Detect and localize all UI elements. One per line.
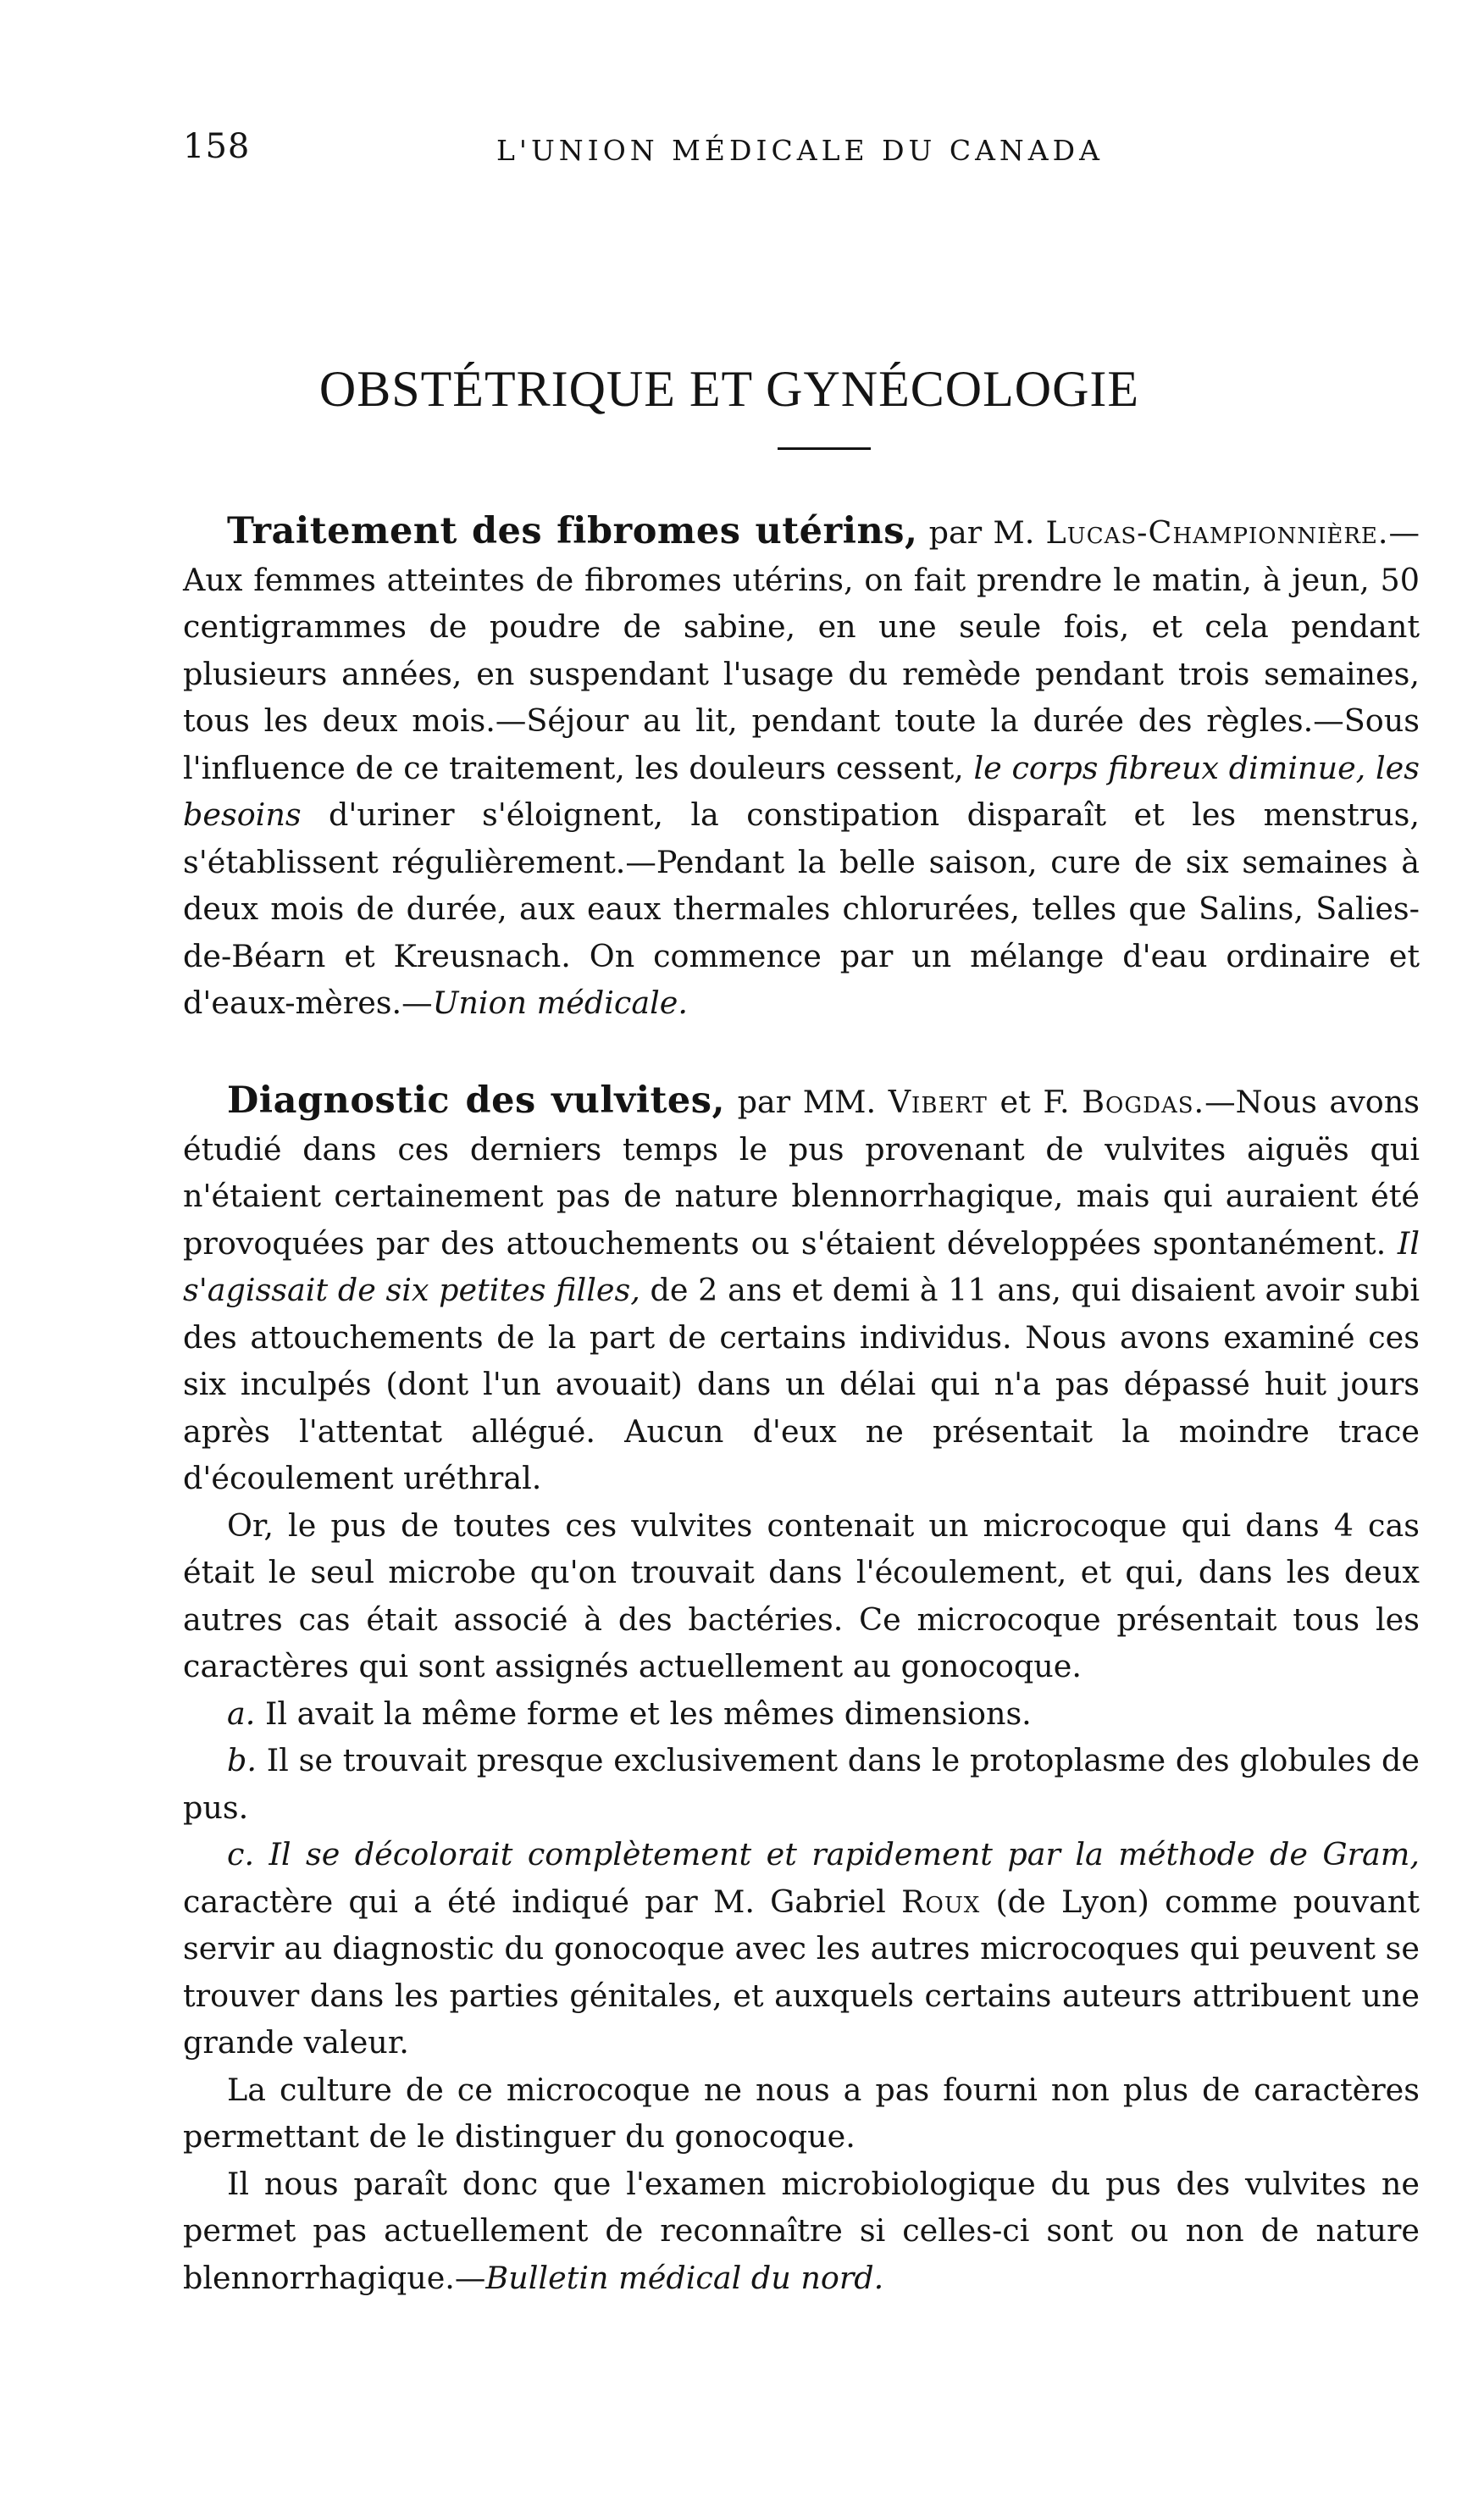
list-text: caractère qui a été indiqué par M. Gabriel: [183, 1883, 886, 1920]
article-source: Union médicale.: [432, 985, 688, 1021]
article-headline: Diagnostic des vulvites,: [227, 1079, 725, 1122]
list-text: Il avait la même forme et les mêmes dimensions.: [264, 1695, 1032, 1732]
section-divider: [778, 447, 871, 450]
byline-mid: et F.: [999, 1084, 1070, 1120]
author-name: Bogdas.: [1082, 1084, 1205, 1120]
article-headline: Traitement des fibromes utérins,: [227, 510, 918, 552]
article-text: —Nous avons étudié dans ces derniers temps le pus provenant de vulvites aiguës qui n'étaient certainement pas de nature blennorrhagique, mais qui auraient été provoquées par des attouchements ou s'étaient développées spontanément.: [183, 1084, 1420, 1262]
article-paragraph: [183, 508, 1420, 1027]
list-text: Il se trouvait presque exclusivement dans le protoplasme des globules de pus.: [183, 1742, 1420, 1826]
article-paragraph: [183, 2161, 1420, 2302]
list-italic-text: Il se décolorait complètement et rapidement par la méthode de Gram,: [269, 1836, 1420, 1872]
section-title: OBSTÉTRIQUE ET GYNÉCOLOGIE: [318, 361, 1140, 418]
list-marker: c.: [227, 1836, 255, 1872]
author-name: Vibert: [888, 1084, 988, 1120]
author-name: Roux: [901, 1883, 981, 1920]
running-head: [183, 127, 1470, 178]
journal-title: L'UNION MÉDICALE DU CANADA: [496, 134, 1104, 167]
article-text: Il nous paraît donc que l'examen microbiologique du pus des vulvites ne permet pas actuellement de reconnaître si celles-ci sont ou non de nature blennorrhagique.—: [183, 2165, 1420, 2296]
article-text: —Aux femmes atteintes de fibromes utérins, on fait prendre le matin, à jeun, 50 centigrammes de poudre de sabine, en une seule fois, et cela pendant plusieurs années, en suspendant l'usage du remède pendant trois semaines, tous les deux mois.—Séjour au lit, pendant toute la durée des règles.—Sous l'influence de ce traitement, les douleurs cessent,: [183, 514, 1420, 786]
article-paragraph: La culture de ce microcoque ne nous a pas fourni non plus de caractères permettant de le distinguer du gonocoque.: [183, 2071, 1420, 2155]
article-italic-text: le corps fibreux diminue, les besoins: [183, 749, 1420, 833]
article-italic-text: Il s'agissait de six petites filles,: [183, 1224, 1420, 1308]
article-paragraph: [183, 1078, 1420, 1502]
article-paragraph: Or, le pus de toutes ces vulvites contenait un microcoque qui dans 4 cas était le seul microbe qu'on trouvait dans l'écoulement, et qui, dans les deux autres cas était associé à des bactéries. Ce microcoque présentait tous les caractères qui sont assignés actuellement au gonocoque.: [183, 1506, 1420, 1684]
article-fibromes: [183, 508, 1420, 1027]
article-text: de 2 ans et demi à 11 ans, qui disaient avoir subi des attouchements de la part de certains individus. Nous avons examiné ces six inculpés (dont l'un avouait) dans un délai qui n'a pas dépassé huit jours après l'attentat allégué. Aucun d'eux ne présentait la moindre trace d'écoulement uréthral.: [183, 1272, 1420, 1496]
list-marker: b.: [227, 1742, 257, 1778]
article-text: d'uriner s'éloignent, la constipation disparaît et les menstrus, s'établissent régulièrement.—Pendant la belle saison, cure de six semaines à deux mois de durée, aux eaux thermales chlorurées, telles que Salins, Salies-de-Béarn et Kreusnach. On commence par un mélange d'eau ordinaire et d'eaux-mères.—: [183, 796, 1420, 1021]
list-text: (de Lyon) comme pouvant servir au diagnostic du gonocoque avec les autres microcoques qui peuvent se trouver dans les parties génitales, et auxquels certains auteurs attribuent une grande valeur.: [183, 1883, 1420, 2061]
list-item: [183, 1831, 1420, 2066]
byline-prefix: par M.: [928, 514, 1035, 551]
list-marker: a.: [227, 1695, 256, 1732]
page-number: 158: [183, 127, 251, 166]
byline-prefix: par MM.: [737, 1084, 877, 1120]
author-name: Lucas-Championnière.: [1045, 514, 1389, 551]
article-vulvites: [183, 1078, 1420, 2301]
article-source: Bulletin médical du nord.: [485, 2259, 884, 2296]
list-item: [183, 1690, 1420, 1738]
list-item: [183, 1737, 1420, 1831]
